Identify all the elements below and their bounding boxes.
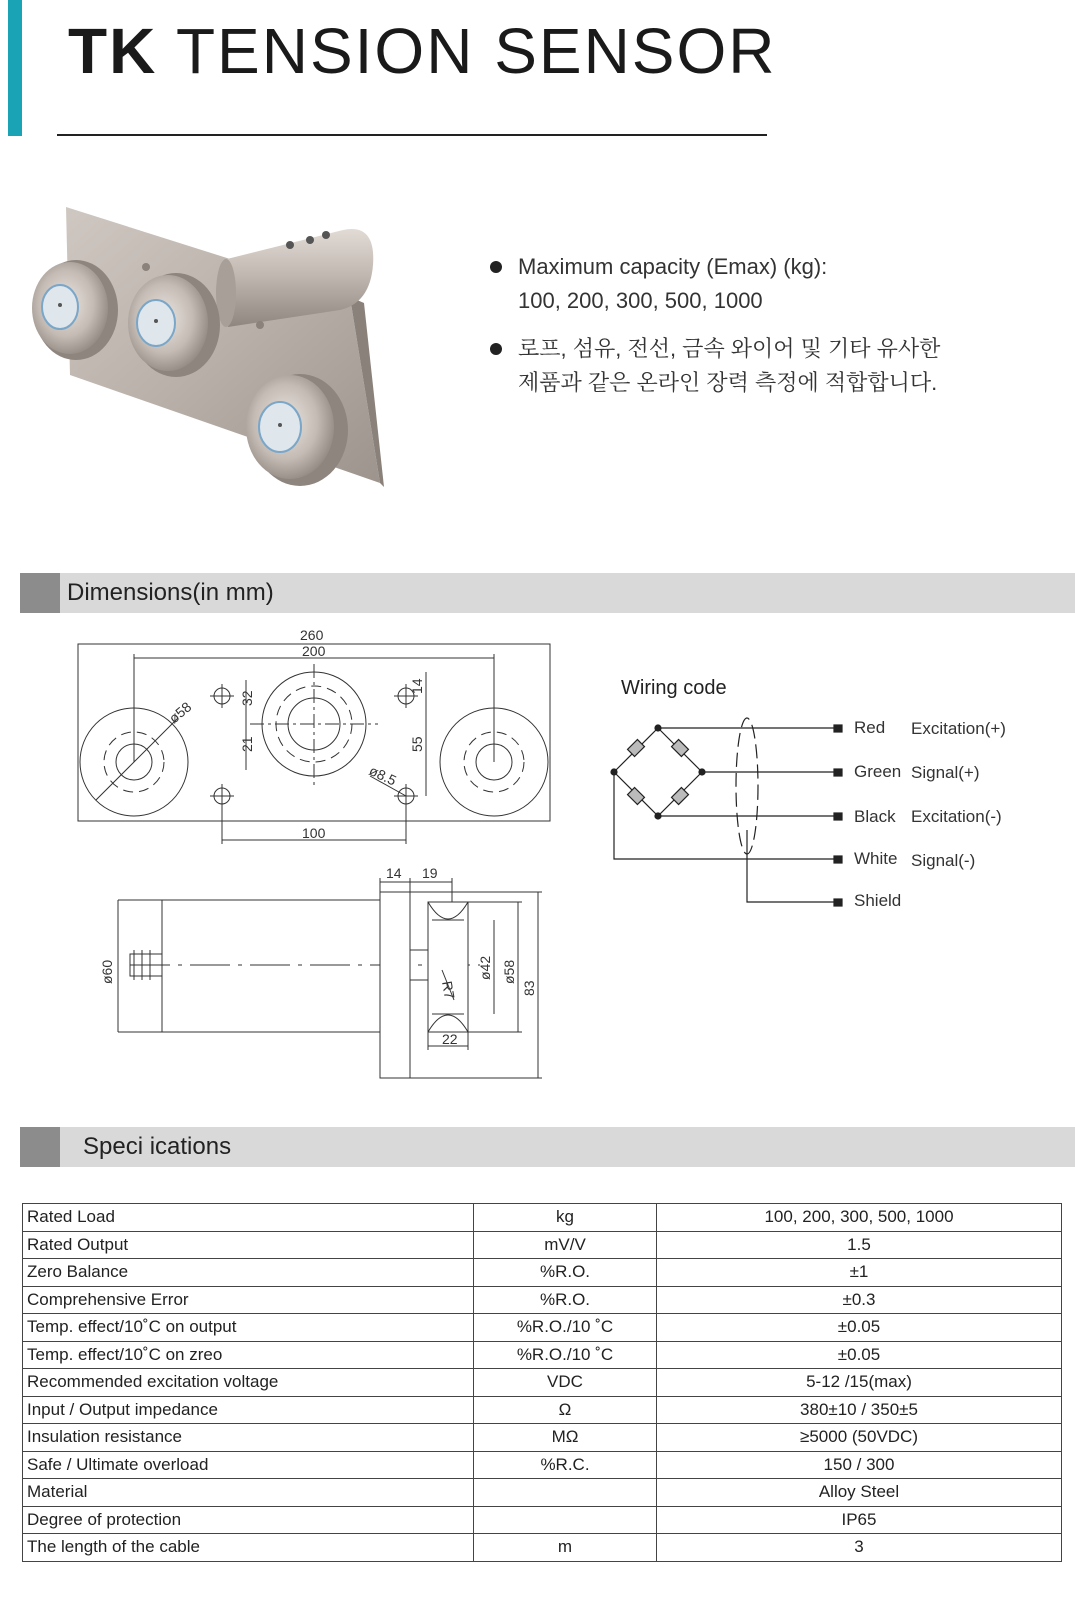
wire-function-label: Excitation(-) xyxy=(911,807,1002,826)
spec-value: ±0.05 xyxy=(657,1314,1062,1342)
section-marker xyxy=(20,1127,60,1167)
spec-unit: %R.O. xyxy=(474,1259,657,1287)
dim-label: 83 xyxy=(521,980,537,996)
table-row xyxy=(23,1451,1062,1479)
table-row xyxy=(23,1396,1062,1424)
table-row xyxy=(23,1204,1062,1232)
wiring-title: Wiring code xyxy=(621,677,727,699)
wiring-diagram xyxy=(600,670,1040,920)
wire-color-label: Shield xyxy=(854,891,902,910)
title-model: TK xyxy=(68,15,158,87)
dim-label: ø58 xyxy=(501,959,517,984)
resistor xyxy=(628,788,645,805)
title-product: TENSION SENSOR xyxy=(175,15,777,87)
dimensions-section-title: Dimensions(in mm) xyxy=(67,579,274,606)
intro-bullets xyxy=(490,250,1050,414)
spec-item: Insulation resistance xyxy=(23,1424,474,1452)
table-row xyxy=(23,1314,1062,1342)
bullet-dot xyxy=(490,261,502,273)
page-title xyxy=(68,12,776,90)
spec-item: Temp. effect/10˚C on zreo xyxy=(23,1341,474,1369)
spec-item: Comprehensive Error xyxy=(23,1286,474,1314)
spec-item: Material xyxy=(23,1479,474,1507)
spec-value: ±0.05 xyxy=(657,1341,1062,1369)
spec-item: Temp. effect/10˚C on output xyxy=(23,1314,474,1342)
dim-label: ø58 xyxy=(165,698,195,727)
dim-label: 14 xyxy=(409,678,425,694)
spec-unit xyxy=(474,1506,657,1534)
table-row xyxy=(23,1479,1062,1507)
top-view xyxy=(78,627,550,844)
spec-item: The length of the cable xyxy=(23,1534,474,1562)
spec-item: Input / Output impedance xyxy=(23,1396,474,1424)
spec-value: 380±10 / 350±5 xyxy=(657,1396,1062,1424)
side-view xyxy=(99,865,542,1078)
dim-label: 19 xyxy=(422,865,438,881)
bullet-capacity xyxy=(490,250,1050,318)
spec-value: IP65 xyxy=(657,1506,1062,1534)
spec-unit: %R.C. xyxy=(474,1451,657,1479)
dim-label: R7 xyxy=(439,979,458,1001)
spec-unit: %R.O./10 ˚C xyxy=(474,1314,657,1342)
spec-unit: Ω xyxy=(474,1396,657,1424)
spec-item: Recommended excitation voltage xyxy=(23,1369,474,1397)
table-row xyxy=(23,1286,1062,1314)
spec-item: Rated Output xyxy=(23,1231,474,1259)
specifications-table xyxy=(22,1203,1062,1562)
dim-label: 22 xyxy=(442,1031,458,1047)
dim-label: 55 xyxy=(409,736,425,752)
spec-unit: %R.O. xyxy=(474,1286,657,1314)
resistor xyxy=(672,740,689,757)
spec-value: ±0.3 xyxy=(657,1286,1062,1314)
bullet-dot xyxy=(490,343,502,355)
spec-item: Safe / Ultimate overload xyxy=(23,1451,474,1479)
spec-value: 100, 200, 300, 500, 1000 xyxy=(657,1204,1062,1232)
bullet-line: Maximum capacity (Emax) (kg): xyxy=(518,254,828,279)
wire-color-label: Red xyxy=(854,718,886,737)
spec-value: 150 / 300 xyxy=(657,1451,1062,1479)
spec-unit: kg xyxy=(474,1204,657,1232)
wire-terminal xyxy=(834,899,842,906)
spec-item: Zero Balance xyxy=(23,1259,474,1287)
wire-color-label: Black xyxy=(854,807,896,826)
spec-value: ≥5000 (50VDC) xyxy=(657,1424,1062,1452)
spec-unit: m xyxy=(474,1534,657,1562)
dimensions-section-header xyxy=(20,573,1075,613)
dim-label: 32 xyxy=(239,690,255,706)
table-row xyxy=(23,1231,1062,1259)
pulley-left xyxy=(32,260,118,360)
wire-terminal xyxy=(834,856,842,863)
specifications-section-header xyxy=(20,1127,1075,1167)
wire-function-label: Excitation(+) xyxy=(911,719,1006,738)
table-row xyxy=(23,1341,1062,1369)
spec-item: Rated Load xyxy=(23,1204,474,1232)
spec-value: 5-12 /15(max) xyxy=(657,1369,1062,1397)
specifications-section-title: Speci ications xyxy=(83,1133,232,1160)
spec-value: 3 xyxy=(657,1534,1062,1562)
spec-unit: MΩ xyxy=(474,1424,657,1452)
spec-unit: %R.O./10 ˚C xyxy=(474,1341,657,1369)
wire-function-label: Signal(-) xyxy=(911,851,976,870)
spec-value: Alloy Steel xyxy=(657,1479,1062,1507)
table-row xyxy=(23,1534,1062,1562)
resistor xyxy=(672,788,689,805)
dim-label: ø42 xyxy=(477,955,493,980)
table-row xyxy=(23,1259,1062,1287)
spec-unit: VDC xyxy=(474,1369,657,1397)
pulley-right xyxy=(246,374,348,486)
spec-value: 1.5 xyxy=(657,1231,1062,1259)
dim-label: ø60 xyxy=(99,959,115,984)
dim-label: 200 xyxy=(302,643,326,659)
spec-unit: mV/V xyxy=(474,1231,657,1259)
wire-terminal xyxy=(834,813,842,820)
dim-label: ø8.5 xyxy=(366,762,399,789)
table-row xyxy=(23,1369,1062,1397)
section-marker xyxy=(20,573,60,613)
title-accent-bar xyxy=(8,0,22,136)
bullet-line: 로프, 섬유, 전선, 금속 와이어 및 기타 유사한 xyxy=(518,336,941,361)
dimension-drawing xyxy=(70,627,570,1085)
bullet-application xyxy=(490,332,1050,400)
dim-label: 260 xyxy=(300,627,324,643)
spec-value: ±1 xyxy=(657,1259,1062,1287)
table-row xyxy=(23,1424,1062,1452)
table-row xyxy=(23,1506,1062,1534)
title-underline xyxy=(57,134,767,136)
spec-unit xyxy=(474,1479,657,1507)
dim-label: 21 xyxy=(239,736,255,752)
product-photo xyxy=(28,205,413,510)
dim-label: 100 xyxy=(302,825,326,841)
wire-terminal xyxy=(834,725,842,732)
resistor xyxy=(628,740,645,757)
spec-item: Degree of protection xyxy=(23,1506,474,1534)
bullet-line: 제품과 같은 온라인 장력 측정에 적합합니다. xyxy=(518,370,938,395)
wire-terminal xyxy=(834,769,842,776)
wire-function-label: Signal(+) xyxy=(911,763,980,782)
dim-label: 14 xyxy=(386,865,402,881)
wire-color-label: White xyxy=(854,849,898,868)
wire-color-label: Green xyxy=(854,762,902,781)
bullet-line: 100, 200, 300, 500, 1000 xyxy=(518,288,763,313)
